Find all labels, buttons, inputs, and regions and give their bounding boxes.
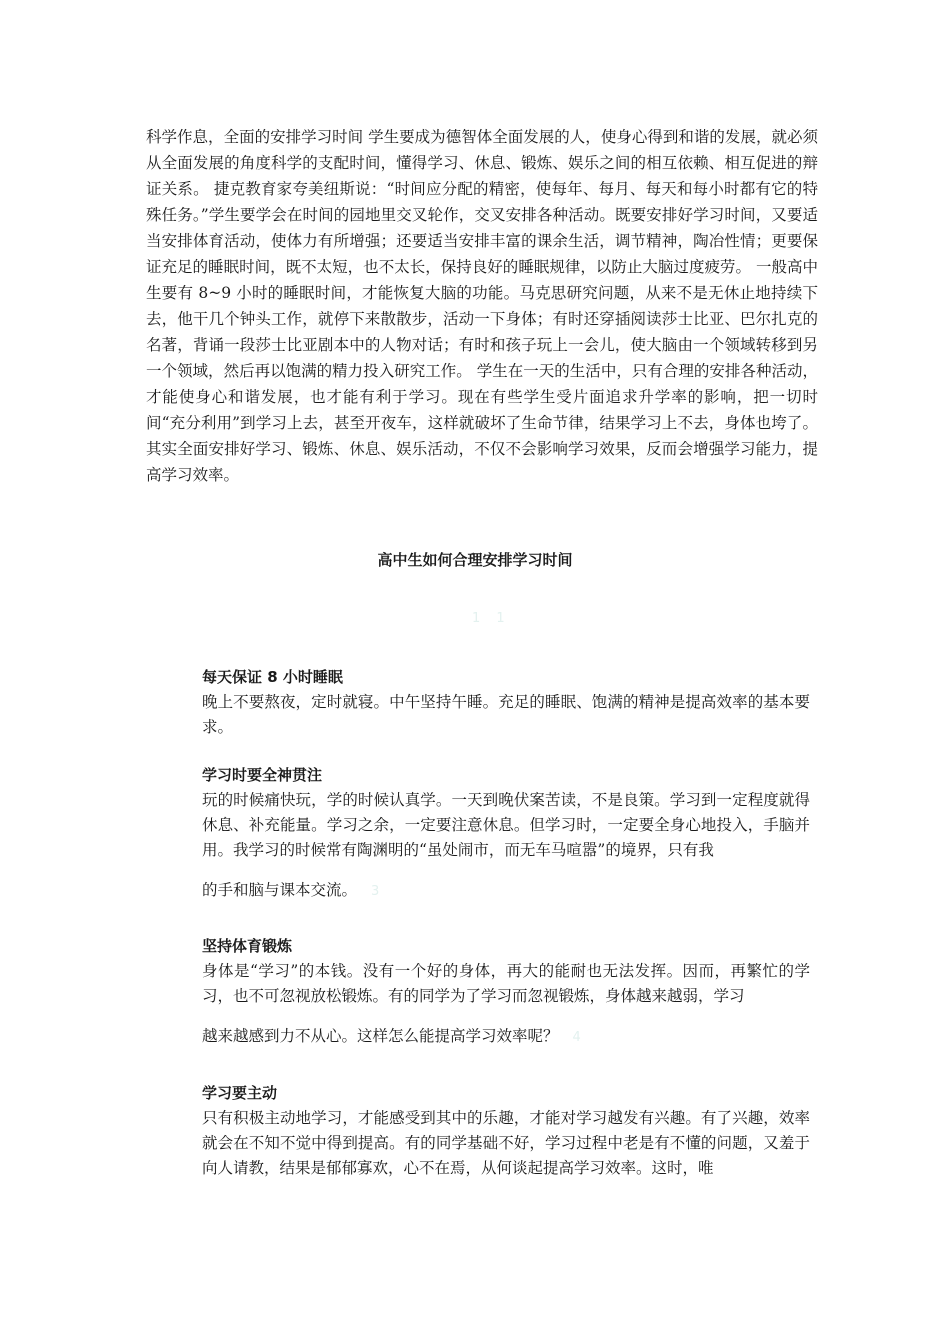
faint-watermark-mark: 3 bbox=[371, 884, 386, 899]
section-heading: 学习要主动 bbox=[202, 1084, 278, 1102]
section-heading: 每天保证 8 小时睡眠 bbox=[202, 668, 343, 686]
section-heading: 学习时要全神贯注 bbox=[202, 766, 323, 784]
section-exercise bbox=[202, 936, 810, 1050]
section-body: 身体是“学习”的本钱。没有一个好的身体，再大的能耐也无法发挥。因而，再繁忙的学习，也不可忽视放松锻炼。有的同学为了学习而忽视锻炼，身体越来越弱，学习 bbox=[202, 962, 810, 1005]
section-body: 玩的时候痛快玩，学的时候认真学。一天到晚伏案苦读，不是良策。学习到一定程度就得休息、补充能量。学习之余，一定要注意休息。但学习时，一定要全身心地投入，手脑并用。我学习的时候常有陶渊明的“虽处闹市，而无车马喧嚣”的境界，只有我 bbox=[202, 791, 810, 859]
section-body: 只有积极主动地学习，才能感受到其中的乐趣，才能对学习越发有兴趣。有了兴趣，效率就会在不知不觉中得到提高。有的同学基础不好，学习过程中老是有不懂的问题，又羞于向人请教，结果是郁郁寡欢，心不在焉，从何谈起提高学习效率。这时，唯 bbox=[202, 1109, 810, 1177]
section-focus bbox=[202, 765, 810, 904]
section-tail-text: 的手和脑与课本交流。 bbox=[202, 881, 358, 899]
faint-watermark-mark: 4 bbox=[572, 1030, 587, 1045]
section-body-tail bbox=[202, 878, 810, 904]
section-initiative bbox=[202, 1083, 810, 1181]
section-tail-text: 越来越感到力不从心。这样怎么能提高学习效率呢？ bbox=[202, 1027, 559, 1045]
faint-watermark-mark: 1 1 bbox=[472, 611, 511, 626]
section-body-tail bbox=[202, 1024, 810, 1050]
section-heading: 坚持体育锻炼 bbox=[202, 937, 293, 955]
section-body: 晚上不要熬夜，定时就寝。中午坚持午睡。充足的睡眠、饱满的精神是提高效率的基本要求。 bbox=[202, 693, 810, 736]
document-title: 高中生如何合理安排学习时间 bbox=[377, 551, 573, 569]
intro-paragraph: 科学作息，全面的安排学习时间 学生要成为德智体全面发展的人，使身心得到和谐的发展，就必须从全面发展的角度科学的支配时间，懂得学习、休息、锻炼、娱乐之间的相互依赖、相互促进的辩证关系。 捷克教育家夸美纽斯说：“时间应分配的精密，使每年、每月、每天和每小时都有它的特殊任务。”学生要学会在时间的园地里交叉轮作，交叉安排各种活动。既要安排好学习时间，又要适当安排体育活动，使体力有所增强；还要适当安排丰富的课余生活，调节精神，陶冶性情；更要保证充足的睡眠时间，既不太短，也不太长，保持良好的睡眠规律，以防止大脑过度疲劳。 一般高中生要有 8~9 小时的睡眠时间，才能恢复大脑的功能。马克思研究问题，从来不是无休止地持续下去，他干几个钟头工作，就停下来散散步，活动一下身体；有时还穿插阅读莎士比亚、巴尔扎克的名著，背诵一段莎士比亚剧本中的人物对话；有时和孩子玩上一会儿，使大脑由一个领域转移到另一个领域，然后再以饱满的精力投入研究工作。 学生在一天的生活中，只有合理的安排各种活动，才能使身心和谐发展，也才能有利于学习。现在有些学生受片面追求升学率的影响，把一切时间“充分利用”到学习上去，甚至开夜车，这样就破坏了生命节律，结果学习上不去，身体也垮了。其实全面安排好学习、锻炼、休息、娱乐活动，不仅不会影响学习效果，反而会增强学习能力，提高学习效率。 bbox=[146, 128, 818, 484]
section-sleep bbox=[202, 667, 810, 740]
